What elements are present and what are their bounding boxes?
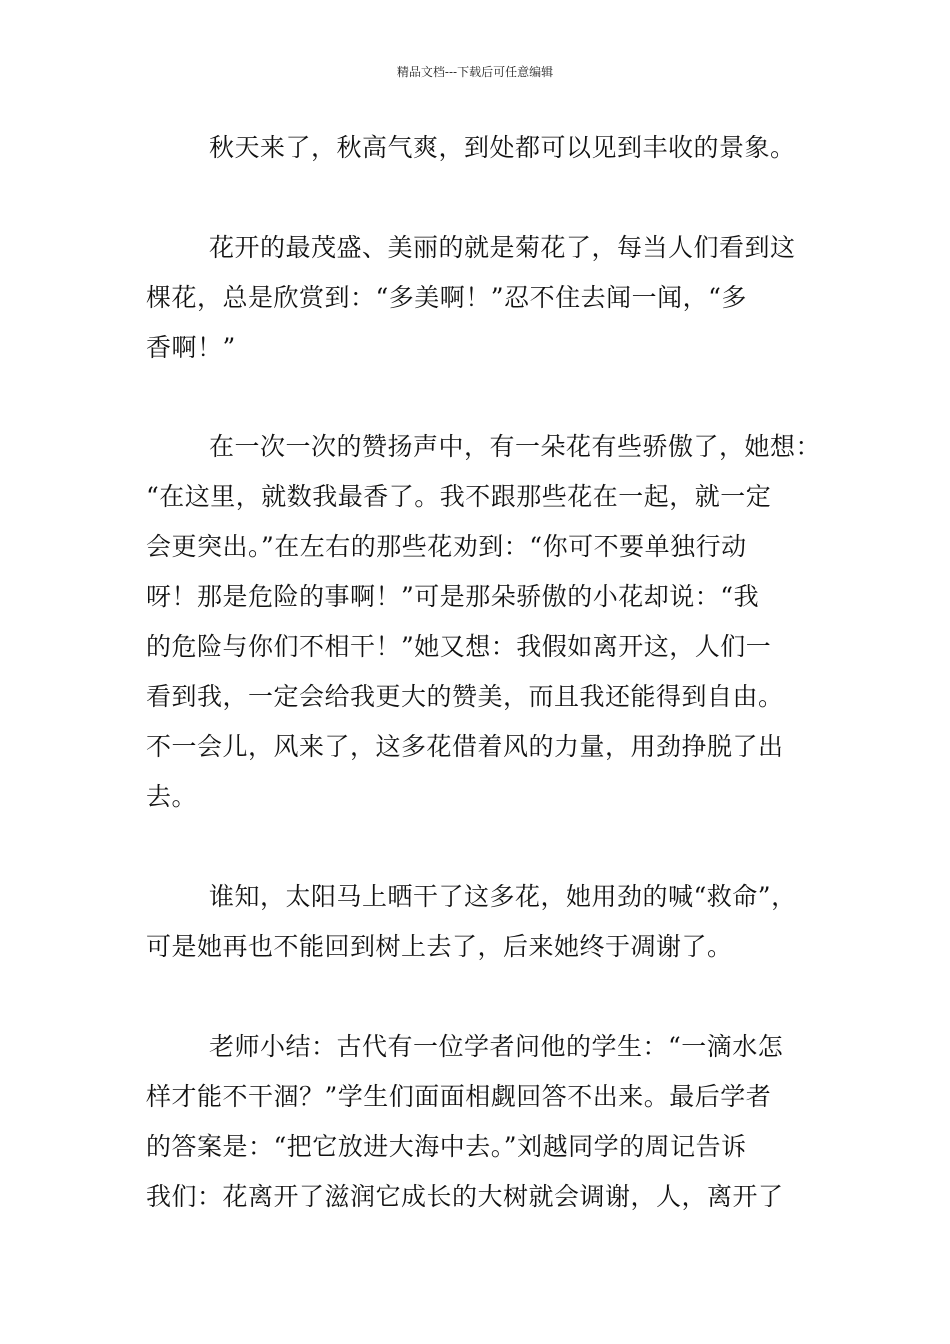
paragraph-3-line-2: “在这里，就数我最香了。我不跟那些花在一起，就一定 [146,482,772,511]
paragraph-4-line-2: 可是她再也不能回到树上去了，后来她终于凋谢了。 [146,932,733,961]
paragraph-2-line-3: 香啊！” [146,333,236,362]
paragraph-2-line-1: 花开的最茂盛、美丽的就是菊花了，每当人们看到这 [209,233,796,262]
paragraph-2-line-2: 棵花，总是欣赏到：“多美啊！”忍不住去闻一闻，“多 [146,283,747,312]
paragraph-3-line-8: 去。 [146,782,198,811]
paragraph-3-line-3: 会更突出。”在左右的那些花劝到：“你可不要单独行动 [146,532,747,561]
paragraph-1-line-1: 秋天来了，秋高气爽，到处都可以见到丰收的景象。 [209,133,796,162]
paragraph-3-line-1: 在一次一次的赞扬声中，有一朵花有些骄傲了，她想： [209,432,822,461]
paragraph-3-line-5: 的危险与你们不相干！”她又想：我假如离开这，人们一 [146,632,772,661]
paragraph-5-line-3: 的答案是：“把它放进大海中去。”刘越同学的周记告诉 [146,1132,747,1161]
page-header: 精品文档---下载后可任意编辑 [396,65,554,79]
paragraph-3-line-4: 呀！那是危险的事啊！”可是那朵骄傲的小花却说：“我 [146,582,760,611]
paragraph-4-line-1: 谁知，太阳马上晒干了这多花，她用劲的喊“救命”， [209,882,797,911]
paragraph-3-line-7: 不一会儿，风来了，这多花借着风的力量，用劲挣脱了出 [146,732,784,761]
paragraph-5-line-4: 我们：花离开了滋润它成长的大树就会调谢，人，离开了 [146,1182,784,1211]
paragraph-3-line-6: 看到我，一定会给我更大的赞美，而且我还能得到自由。 [146,682,784,711]
paragraph-5-line-2: 样才能不干涸？”学生们面面相觑回答不出来。最后学者 [146,1082,772,1111]
paragraph-5-line-1: 老师小结：古代有一位学者问他的学生：“一滴水怎 [209,1032,784,1061]
